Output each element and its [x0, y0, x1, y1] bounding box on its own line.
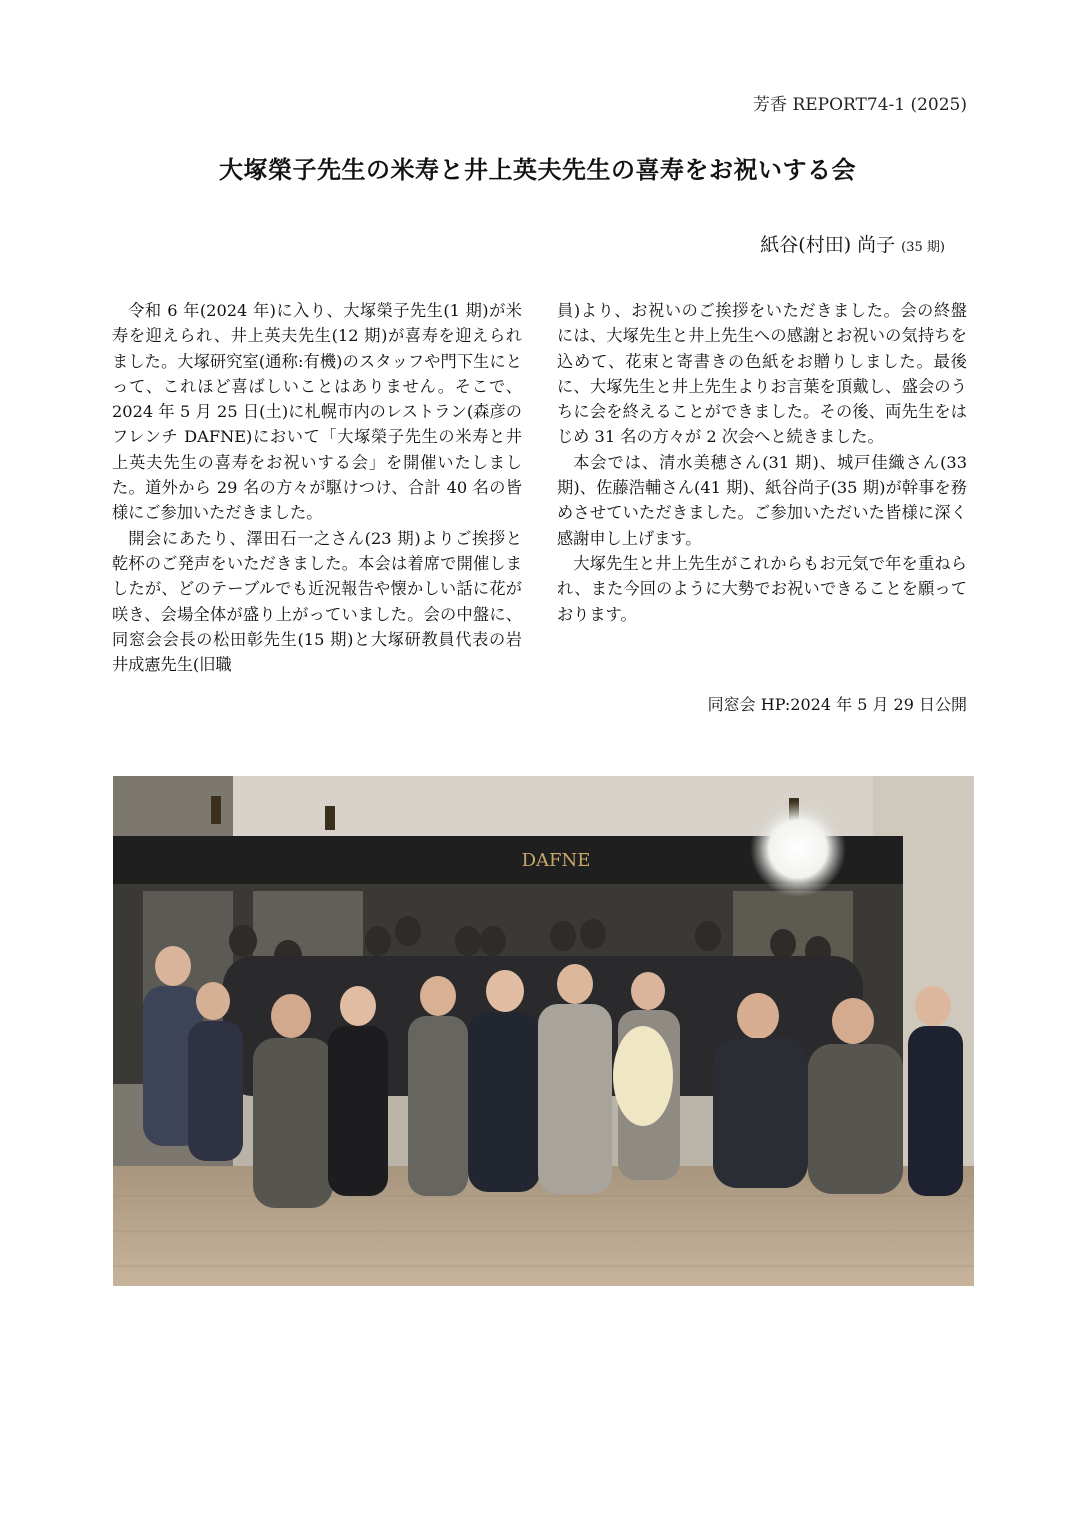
text-column-right	[557, 298, 967, 627]
group-photo	[113, 776, 974, 1286]
author-period: (35 期)	[901, 240, 945, 255]
publish-note: 同窓会 HP:2024 年 5 月 29 日公開	[707, 695, 967, 714]
author-line	[760, 230, 945, 257]
paragraph-2-continued: 員)より、お祝いのご挨拶をいただきました。会の終盤には、大塚先生と井上先生への感謝とお祝いの気持ちを込めて、花束と寄書きの色紙をお贈りしました。最後に、大塚先生と井上先生よりお言葉を頂戴し、盛会のうちに会を終えることができました。その後、両先生をはじめ 31 名の方々が 2 次会へと続きました。	[557, 301, 967, 447]
paragraph-1: 令和 6 年(2024 年)に入り、大塚榮子先生(1 期)が米寿を迎えられ、井上英夫先生(12 期)が喜寿を迎えられました。大塚研究室(通称:有機)のスタッフや門下生にとって、これほど喜ばしいことはありません。そこで、2024 年 5 月 25 日(土)に札幌市内のレストラン(森彦のフレンチ DAFNE)において「大塚榮子先生の米寿と井上英夫先生の喜寿をお祝いする会」を開催いたしました。道外から 29 名の方々が駆けつけ、合計 40 名の皆様にご参加いただきました。	[112, 301, 522, 523]
report-reference: 芳香 REPORT74-1 (2025)	[753, 95, 967, 115]
text-column-left	[112, 298, 522, 677]
author-name: 紙谷(村田) 尚子	[760, 234, 896, 256]
article-title: 大塚榮子先生の米寿と井上英夫先生の喜寿をお祝いする会	[219, 156, 856, 184]
paragraph-4: 大塚先生と井上先生がこれからもお元気で年を重ねられ、また今回のように大勢でお祝いできることを願っております。	[557, 553, 967, 624]
paragraph-3: 本会では、清水美穂さん(31 期)、城戸佳織さん(33 期)、佐藤浩輔さん(41 期)、紙谷尚子(35 期)が幹事を務めさせていただきました。ご参加いただいた皆様に深く感謝申し上げます。	[557, 452, 967, 548]
dafne-sign-text: DAFNE	[521, 850, 591, 871]
paragraph-2-start: 開会にあたり、澤田石一之さん(23 期)よりご挨拶と乾杯のご発声をいただきました。本会は着席で開催しましたが、どのテーブルでも近況報告や懐かしい話に花が咲き、会場全体が盛り上がっていました。会の中盤に、同窓会会長の松田彰先生(15 期)と大塚研教員代表の岩井成憲先生(旧職	[112, 528, 522, 675]
